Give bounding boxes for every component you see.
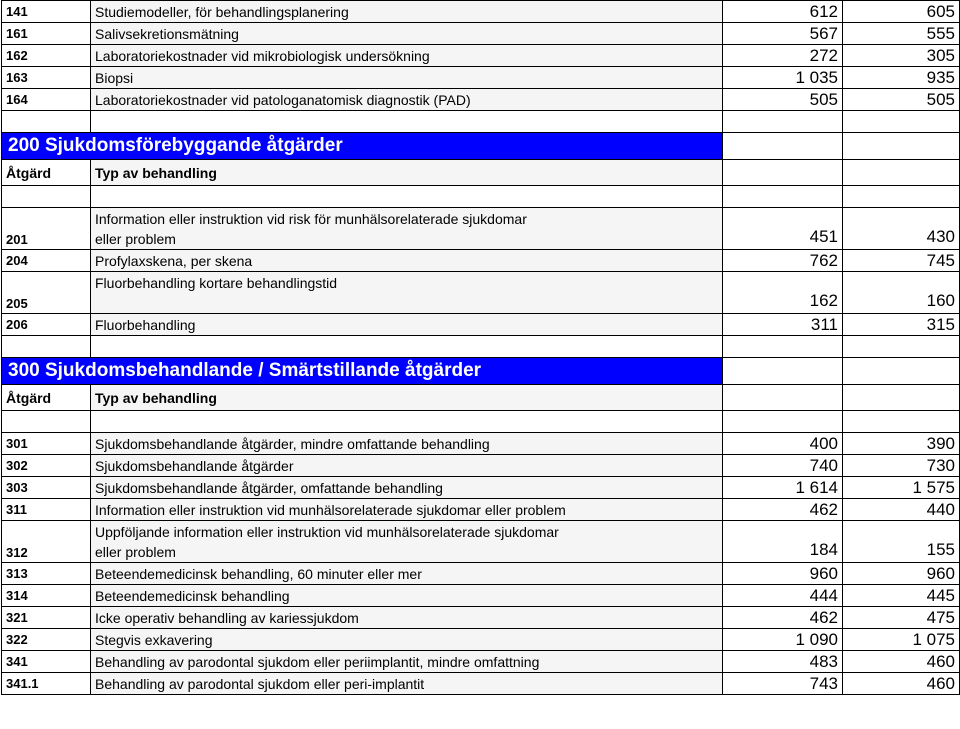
row-description: Studiemodeller, för behandlingsplanering — [91, 1, 723, 23]
row-code: 161 — [2, 23, 91, 45]
row-price-2: 160 — [843, 272, 960, 314]
section-title: 300 Sjukdomsbehandlande / Smärtstillande åtgärder — [2, 358, 723, 385]
table-row — [2, 89, 960, 111]
row-price-2: 505 — [843, 89, 960, 111]
row-price-2: 430 — [843, 208, 960, 250]
row-description: Behandling av parodontal sjukdom eller periimplantit, mindre omfattning — [91, 651, 723, 673]
row-code: 302 — [2, 455, 91, 477]
row-price-2: 935 — [843, 67, 960, 89]
table-row — [2, 673, 960, 695]
column-header-description: Typ av behandling — [91, 160, 723, 186]
row-price-1: 162 — [723, 272, 843, 314]
row-description: Laboratoriekostnader vid mikrobiologisk undersökning — [91, 45, 723, 67]
row-description-line: Fluorbehandling kortare behandlingstid — [95, 274, 338, 291]
row-price-2: 460 — [843, 673, 960, 695]
row-code: 321 — [2, 607, 91, 629]
column-header-row — [2, 160, 960, 186]
spacer-row — [2, 186, 960, 208]
row-price-2: 440 — [843, 499, 960, 521]
row-price-1: 740 — [723, 455, 843, 477]
row-description — [91, 272, 723, 314]
row-price-1: 505 — [723, 89, 843, 111]
row-code: 314 — [2, 585, 91, 607]
table-row — [2, 585, 960, 607]
row-description: Icke operativ behandling av kariessjukdom — [91, 607, 723, 629]
table-row — [2, 1, 960, 23]
row-description: Beteendemedicinsk behandling — [91, 585, 723, 607]
row-description — [91, 208, 723, 250]
row-code: 322 — [2, 629, 91, 651]
row-code: 163 — [2, 67, 91, 89]
row-price-1: 444 — [723, 585, 843, 607]
row-price-2: 1 575 — [843, 477, 960, 499]
row-description: Sjukdomsbehandlande åtgärder, omfattande behandling — [91, 477, 723, 499]
row-price-1: 743 — [723, 673, 843, 695]
column-header-code: Åtgärd — [2, 385, 91, 411]
row-description: Salivsekretionsmätning — [91, 23, 723, 45]
row-price-2: 460 — [843, 651, 960, 673]
table-row — [2, 208, 960, 250]
row-price-1: 762 — [723, 250, 843, 272]
row-code: 162 — [2, 45, 91, 67]
row-description-line: eller problem — [95, 544, 176, 560]
row-code: 206 — [2, 314, 91, 336]
spacer-row — [2, 411, 960, 433]
row-code: 204 — [2, 250, 91, 272]
row-price-1: 483 — [723, 651, 843, 673]
table-row — [2, 250, 960, 272]
table-row — [2, 651, 960, 673]
row-price-1: 272 — [723, 45, 843, 67]
row-price-2: 315 — [843, 314, 960, 336]
row-code: 341 — [2, 651, 91, 673]
table-row — [2, 314, 960, 336]
row-price-2: 730 — [843, 455, 960, 477]
section-header-row — [2, 133, 960, 160]
table-row — [2, 563, 960, 585]
row-description: Profylaxskena, per skena — [91, 250, 723, 272]
row-price-2: 1 075 — [843, 629, 960, 651]
row-price-1: 612 — [723, 1, 843, 23]
row-price-1: 311 — [723, 314, 843, 336]
table-row — [2, 629, 960, 651]
row-description: Sjukdomsbehandlande åtgärder, mindre omfattande behandling — [91, 433, 723, 455]
row-code: 164 — [2, 89, 91, 111]
table-row — [2, 477, 960, 499]
row-code: 141 — [2, 1, 91, 23]
row-price-2: 555 — [843, 23, 960, 45]
row-price-1: 1 614 — [723, 477, 843, 499]
row-code: 301 — [2, 433, 91, 455]
row-description-line — [95, 293, 718, 313]
table-row — [2, 455, 960, 477]
row-price-1: 462 — [723, 499, 843, 521]
price-table — [1, 0, 960, 695]
table-row — [2, 272, 960, 314]
table-row — [2, 433, 960, 455]
row-code: 341.1 — [2, 673, 91, 695]
table-row — [2, 499, 960, 521]
section-header-row — [2, 358, 960, 385]
row-price-1: 960 — [723, 563, 843, 585]
row-description: Laboratoriekostnader vid patologanatomisk diagnostik (PAD) — [91, 89, 723, 111]
table-row — [2, 607, 960, 629]
row-price-1: 1 090 — [723, 629, 843, 651]
row-price-2: 745 — [843, 250, 960, 272]
row-description: Beteendemedicinsk behandling, 60 minuter eller mer — [91, 563, 723, 585]
row-price-1: 1 035 — [723, 67, 843, 89]
row-code: 201 — [2, 208, 91, 250]
row-price-2: 445 — [843, 585, 960, 607]
row-price-2: 960 — [843, 563, 960, 585]
row-description: Information eller instruktion vid munhälsorelaterade sjukdomar eller problem — [91, 499, 723, 521]
table-row — [2, 45, 960, 67]
row-price-2: 390 — [843, 433, 960, 455]
row-description-line: Uppföljande information eller instruktion vid munhälsorelaterade sjukdomar — [95, 524, 559, 540]
spacer-row — [2, 111, 960, 133]
column-header-code: Åtgärd — [2, 160, 91, 186]
row-price-1: 567 — [723, 23, 843, 45]
row-price-2: 155 — [843, 521, 960, 563]
row-description — [91, 521, 723, 563]
row-price-2: 605 — [843, 1, 960, 23]
column-header-row — [2, 385, 960, 411]
row-code: 205 — [2, 272, 91, 314]
row-price-2: 475 — [843, 607, 960, 629]
row-description-line: Information eller instruktion vid risk för munhälsorelaterade sjukdomar — [95, 210, 527, 227]
row-description: Stegvis exkavering — [91, 629, 723, 651]
table-row — [2, 521, 960, 563]
row-price-2: 305 — [843, 45, 960, 67]
row-description: Behandling av parodontal sjukdom eller peri-implantit — [91, 673, 723, 695]
section-title: 200 Sjukdomsförebyggande åtgärder — [2, 133, 723, 160]
row-description: Sjukdomsbehandlande åtgärder — [91, 455, 723, 477]
row-price-1: 184 — [723, 521, 843, 563]
row-code: 311 — [2, 499, 91, 521]
row-price-1: 462 — [723, 607, 843, 629]
spacer-row — [2, 336, 960, 358]
row-description: Biopsi — [91, 67, 723, 89]
row-code: 312 — [2, 521, 91, 563]
row-description: Fluorbehandling — [91, 314, 723, 336]
table-row — [2, 23, 960, 45]
row-price-1: 400 — [723, 433, 843, 455]
row-description-line: eller problem — [95, 230, 176, 247]
column-header-description: Typ av behandling — [91, 385, 723, 411]
row-price-1: 451 — [723, 208, 843, 250]
row-code: 313 — [2, 563, 91, 585]
table-row — [2, 67, 960, 89]
row-code: 303 — [2, 477, 91, 499]
